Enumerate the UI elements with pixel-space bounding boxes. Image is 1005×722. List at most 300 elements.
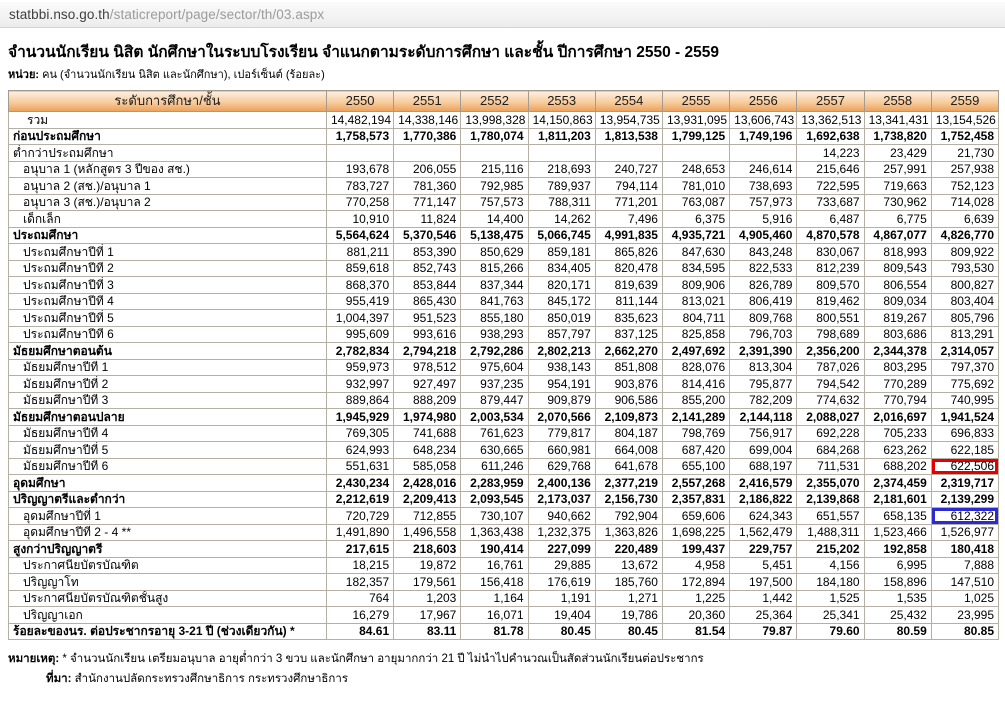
cell-value: 192,858 [864,541,931,558]
cell-value: 687,420 [662,442,729,459]
cell-value: 172,894 [662,574,729,591]
table-row [9,392,999,409]
cell-value: 14,262 [528,211,595,228]
cell-value [326,145,393,162]
cell-value: 851,808 [595,359,662,376]
cell-value: 859,618 [326,260,393,277]
row-label: สูงกว่าปริญญาตรี [9,541,327,558]
cell-value: 959,973 [326,359,393,376]
cell-value: 7,496 [595,211,662,228]
cell-value: 889,864 [326,392,393,409]
cell-value: 19,786 [595,607,662,624]
row-label: ประกาศนียบัตรบัณฑิต [9,557,327,574]
table-row [9,590,999,607]
table-row [9,145,999,162]
cell-value: 215,116 [461,161,528,178]
cell-value: 17,967 [394,607,461,624]
cell-value: 888,209 [394,392,461,409]
source-text: สำนักงานปลัดกระทรวงศึกษาธิการ กระทรวงศึกษาธิการ [71,673,349,685]
cell-value: 937,235 [461,376,528,393]
cell-value: 711,531 [797,458,864,475]
cell-value: 4,991,835 [595,227,662,244]
table-row [9,227,999,244]
cell-value: 853,844 [394,277,461,294]
cell-value: 865,826 [595,244,662,261]
cell-value: 803,404 [931,293,998,310]
cell-value: 826,789 [730,277,797,294]
cell-value: 795,877 [730,376,797,393]
cell-value: 820,478 [595,260,662,277]
cell-value: 248,653 [662,161,729,178]
cell-value: 1,491,890 [326,524,393,541]
cell-value: 951,523 [394,310,461,327]
cell-value: 5,564,624 [326,227,393,244]
cell-value: 16,071 [461,607,528,624]
year-header: 2557 [797,91,864,112]
cell-value: 1,813,538 [595,128,662,145]
cell-value: 789,937 [528,178,595,195]
cell-value: 792,904 [595,508,662,525]
cell-value: 193,678 [326,161,393,178]
cell-value: 1,749,196 [730,128,797,145]
cell-value: 5,138,475 [461,227,528,244]
cell-value: 1,488,311 [797,524,864,541]
cell-value: 847,630 [662,244,729,261]
cell-value: 714,028 [931,194,998,211]
cell-value: 5,451 [730,557,797,574]
enrollment-table [8,90,999,640]
cell-value: 819,267 [864,310,931,327]
cell-value: 240,727 [595,161,662,178]
cell-value: 1,525 [797,590,864,607]
cell-value: 2,016,697 [864,409,931,426]
cell-value: 806,419 [730,293,797,310]
table-row [9,194,999,211]
cell-value: 2,355,070 [797,475,864,492]
cell-value: 182,357 [326,574,393,591]
cell-value: 815,266 [461,260,528,277]
cell-value: 712,855 [394,508,461,525]
cell-value: 906,586 [595,392,662,409]
page-title: จำนวนนักเรียน นิสิต นักศึกษาในระบบโรงเรียน จำแนกตามระดับการศึกษา และชั้น ปีการศึกษา 2550 - 2559 [8,44,719,61]
cell-value: 1,526,977 [931,524,998,541]
cell-value: 688,197 [730,458,797,475]
cell-value: 29,885 [528,557,595,574]
cell-value: 1,225 [662,590,729,607]
cell-value: 764 [326,590,393,607]
cell-value: 257,938 [931,161,998,178]
cell-value: 763,087 [662,194,729,211]
table-row [9,161,999,178]
cell-value: 5,916 [730,211,797,228]
table-row [9,541,999,558]
unit-text: คน (จำนวนนักเรียน นิสิต และนักศึกษา), เปอร์เซ็นต์ (ร้อยละ) [39,69,325,81]
cell-value: 684,268 [797,442,864,459]
cell-value: 2,356,200 [797,343,864,360]
cell-value: 6,995 [864,557,931,574]
cell-value: 2,792,286 [461,343,528,360]
cell-value: 2,141,289 [662,409,729,426]
cell-value: 761,623 [461,425,528,442]
cell-value: 868,370 [326,277,393,294]
cell-value: 23,995 [931,607,998,624]
cell-value: 794,542 [797,376,864,393]
cell-value: 551,631 [326,458,393,475]
url-domain: statbbi.nso.go.th [9,7,110,22]
cell-value: 740,995 [931,392,998,409]
cell-value: 993,616 [394,326,461,343]
table-row [9,524,999,541]
cell-value: 752,123 [931,178,998,195]
cell-value: 813,291 [931,326,998,343]
cell-value: 147,510 [931,574,998,591]
cell-value: 804,187 [595,425,662,442]
cell-value: 730,962 [864,194,931,211]
row-label: อนุบาล 3 (สช.)/อนุบาล 2 [9,194,327,211]
cell-value: 257,991 [864,161,931,178]
cell-value: 158,896 [864,574,931,591]
cell-value: 4,156 [797,557,864,574]
cell-value: 814,416 [662,376,729,393]
cell-value: 651,557 [797,508,864,525]
cell-value: 741,688 [394,425,461,442]
unit-line [8,65,1005,83]
cell-value: 819,462 [797,293,864,310]
row-label: ประถมศึกษา [9,227,327,244]
cell-value: 738,693 [730,178,797,195]
cell-value [662,145,729,162]
cell-value: 13,954,735 [595,112,662,129]
cell-value: 828,076 [662,359,729,376]
cell-value: 184,180 [797,574,864,591]
cell-value: 2,782,834 [326,343,393,360]
cell-value: 19,404 [528,607,595,624]
cell-value: 2,430,234 [326,475,393,492]
cell-value: 903,876 [595,376,662,393]
source-label: ที่มา: [46,673,72,685]
cell-value: 995,609 [326,326,393,343]
row-label: ปริญญาตรีและต่ำกว่า [9,491,327,508]
cell-value: 176,619 [528,574,595,591]
cell-value: 1,698,225 [662,524,729,541]
note-line [8,650,1005,668]
cell-value: 2,662,270 [595,343,662,360]
cell-value: 852,743 [394,260,461,277]
table-row [9,425,999,442]
cell-value: 803,686 [864,326,931,343]
cell-value: 730,107 [461,508,528,525]
cell-value: 2,209,413 [394,491,461,508]
cell-value: 2,088,027 [797,409,864,426]
cell-value: 624,343 [730,508,797,525]
cell-value: 757,573 [461,194,528,211]
cell-value: 79.60 [797,623,864,640]
cell-value: 822,533 [730,260,797,277]
cell-value: 834,405 [528,260,595,277]
year-header: 2550 [326,91,393,112]
cell-value: 938,143 [528,359,595,376]
cell-value: 20,360 [662,607,729,624]
cell-value: 79.87 [730,623,797,640]
cell-value: 2,428,016 [394,475,461,492]
cell-value: 813,021 [662,293,729,310]
cell-value: 813,304 [730,359,797,376]
cell-value: 2,139,299 [931,491,998,508]
cell-value: 19,872 [394,557,461,574]
row-label: อุดมศึกษา [9,475,327,492]
cell-value: 2,093,545 [461,491,528,508]
cell-value: 11,824 [394,211,461,228]
cell-value: 218,693 [528,161,595,178]
cell-value: 197,500 [730,574,797,591]
table-row [9,260,999,277]
row-label: มัธยมศึกษาตอนปลาย [9,409,327,426]
year-header: 2553 [528,91,595,112]
cell-value: 809,906 [662,277,729,294]
row-label: ต่ำกว่าประถมศึกษา [9,145,327,162]
row-label: มัธยมศึกษาปีที่ 1 [9,359,327,376]
row-label: อุดมศึกษาปีที่ 1 [9,508,327,525]
cell-value: 13,606,743 [730,112,797,129]
cell-value: 6,487 [797,211,864,228]
year-header: 2551 [394,91,461,112]
cell-value: 1,164 [461,590,528,607]
cell-value: 692,228 [797,425,864,442]
cell-value: 865,430 [394,293,461,310]
cell-value: 2,391,390 [730,343,797,360]
cell-value: 779,817 [528,425,595,442]
cell-value: 855,180 [461,310,528,327]
cell-value: 180,418 [931,541,998,558]
cell-value: 622,185 [931,442,998,459]
cell-value: 1,780,074 [461,128,528,145]
table-row [9,326,999,343]
cell-value: 809,570 [797,277,864,294]
table-row [9,574,999,591]
cell-value: 2,416,579 [730,475,797,492]
cell-value: 835,623 [595,310,662,327]
cell-value: 23,429 [864,145,931,162]
cell-value: 2,283,959 [461,475,528,492]
year-header: 2559 [931,91,998,112]
table-row [9,359,999,376]
cell-value: 774,632 [797,392,864,409]
row-label: ร้อยละของนร. ต่อประชากรอายุ 3-21 ปี (ช่วงเดียวกัน) * [9,623,327,640]
cell-value: 853,390 [394,244,461,261]
cell-value: 18,215 [326,557,393,574]
cell-value: 825,858 [662,326,729,343]
table-row [9,623,999,640]
cell-value: 2,497,692 [662,343,729,360]
cell-value: 1,945,929 [326,409,393,426]
cell-value: 770,794 [864,392,931,409]
cell-value: 4,867,077 [864,227,931,244]
cell-value: 699,004 [730,442,797,459]
cell-value: 688,202 [864,458,931,475]
cell-value: 855,200 [662,392,729,409]
cell-value: 80.45 [595,623,662,640]
cell-value: 805,796 [931,310,998,327]
row-label: ประถมศึกษาปีที่ 4 [9,293,327,310]
cell-value [595,145,662,162]
cell-value: 655,100 [662,458,729,475]
cell-value: 1,941,524 [931,409,998,426]
cell-value: 2,400,136 [528,475,595,492]
row-label: มัธยมศึกษาปีที่ 5 [9,442,327,459]
year-header: 2555 [662,91,729,112]
cell-value: 2,794,218 [394,343,461,360]
cell-value: 781,010 [662,178,729,195]
cell-value: 16,761 [461,557,528,574]
cell-value: 13,998,328 [461,112,528,129]
cell-value: 1,271 [595,590,662,607]
cell-value: 1,535 [864,590,931,607]
cell-value: 84.61 [326,623,393,640]
cell-value: 719,663 [864,178,931,195]
cell-value: 927,497 [394,376,461,393]
cell-value: 809,543 [864,260,931,277]
table-row [9,293,999,310]
cell-value: 190,414 [461,541,528,558]
highlighted-cell-red: 622,506 [931,458,998,475]
cell-value: 25,432 [864,607,931,624]
cell-value: 629,768 [528,458,595,475]
footer-notes [8,650,1005,688]
cell-value: 1,811,203 [528,128,595,145]
cell-value: 1,758,573 [326,128,393,145]
cell-value: 4,826,770 [931,227,998,244]
row-label: ปริญญาเอก [9,607,327,624]
cell-value: 215,202 [797,541,864,558]
cell-value: 6,375 [662,211,729,228]
table-row [9,491,999,508]
cell-value: 2,109,873 [595,409,662,426]
cell-value: 13,362,513 [797,112,864,129]
cell-value: 1,738,820 [864,128,931,145]
row-label: ประถมศึกษาปีที่ 2 [9,260,327,277]
table-row [9,112,999,129]
cell-value: 794,114 [595,178,662,195]
cell-value: 705,233 [864,425,931,442]
cell-value [528,145,595,162]
cell-value: 819,639 [595,277,662,294]
cell-value: 954,191 [528,376,595,393]
cell-value: 648,234 [394,442,461,459]
cell-value: 80.45 [528,623,595,640]
cell-value: 781,360 [394,178,461,195]
cell-value: 10,910 [326,211,393,228]
row-label: รวม [9,112,327,129]
cell-value: 5,370,546 [394,227,461,244]
cell-value: 611,246 [461,458,528,475]
url-path: /staticreport/page/sector/th/03.aspx [109,7,325,22]
cell-value: 809,922 [931,244,998,261]
cell-value: 769,305 [326,425,393,442]
cell-value: 1,203 [394,590,461,607]
row-label: ประถมศึกษาปีที่ 6 [9,326,327,343]
cell-value: 792,985 [461,178,528,195]
cell-value: 798,769 [662,425,729,442]
cell-value: 185,760 [595,574,662,591]
row-label: มัธยมศึกษาปีที่ 6 [9,458,327,475]
cell-value: 215,646 [797,161,864,178]
cell-value: 834,595 [662,260,729,277]
note-label: หมายเหตุ: [8,653,60,665]
cell-value: 80.59 [864,623,931,640]
cell-value: 5,066,745 [528,227,595,244]
row-label: มัธยมศึกษาตอนต้น [9,343,327,360]
row-label: ประถมศึกษาปีที่ 1 [9,244,327,261]
cell-value: 25,341 [797,607,864,624]
year-header: 2558 [864,91,931,112]
row-label: ก่อนประถมศึกษา [9,128,327,145]
table-row [9,211,999,228]
cell-value: 83.11 [394,623,461,640]
cell-value: 788,311 [528,194,595,211]
row-label: มัธยมศึกษาปีที่ 3 [9,392,327,409]
cell-value: 775,692 [931,376,998,393]
cell-value: 850,019 [528,310,595,327]
cell-value: 932,997 [326,376,393,393]
cell-value [394,145,461,162]
row-label: ประถมศึกษาปีที่ 3 [9,277,327,294]
cell-value: 2,212,619 [326,491,393,508]
row-label: ประถมศึกษาปีที่ 5 [9,310,327,327]
table-row [9,343,999,360]
cell-value: 2,003,534 [461,409,528,426]
cell-value: 722,595 [797,178,864,195]
cell-value: 800,827 [931,277,998,294]
cell-value: 909,879 [528,392,595,409]
cell-value: 797,370 [931,359,998,376]
year-header: 2552 [461,91,528,112]
cell-value: 857,797 [528,326,595,343]
cell-value: 630,665 [461,442,528,459]
cell-value: 757,973 [730,194,797,211]
cell-value: 1,025 [931,590,998,607]
cell-value: 14,482,194 [326,112,393,129]
cell-value: 585,058 [394,458,461,475]
cell-value: 660,981 [528,442,595,459]
table-row [9,557,999,574]
address-bar[interactable] [0,0,1005,28]
source-line [46,670,1005,688]
table-row [9,508,999,525]
table-body [9,112,999,640]
cell-value: 793,530 [931,260,998,277]
cell-value: 2,374,459 [864,475,931,492]
unit-label: หน่วย: [8,69,40,81]
cell-value: 199,437 [662,541,729,558]
cell-value: 6,775 [864,211,931,228]
cell-value: 845,172 [528,293,595,310]
cell-value: 2,557,268 [662,475,729,492]
cell-value: 812,239 [797,260,864,277]
cell-value: 756,917 [730,425,797,442]
cell-value: 2,070,566 [528,409,595,426]
cell-value: 881,211 [326,244,393,261]
table-row [9,475,999,492]
cell-value: 770,289 [864,376,931,393]
cell-value: 2,319,717 [931,475,998,492]
cell-value: 659,606 [662,508,729,525]
cell-value: 206,055 [394,161,461,178]
table-row [9,277,999,294]
cell-value: 1,363,438 [461,524,528,541]
cell-value: 14,400 [461,211,528,228]
cell-value: 4,905,460 [730,227,797,244]
row-label: อนุบาล 2 (สช.)/อนุบาล 1 [9,178,327,195]
